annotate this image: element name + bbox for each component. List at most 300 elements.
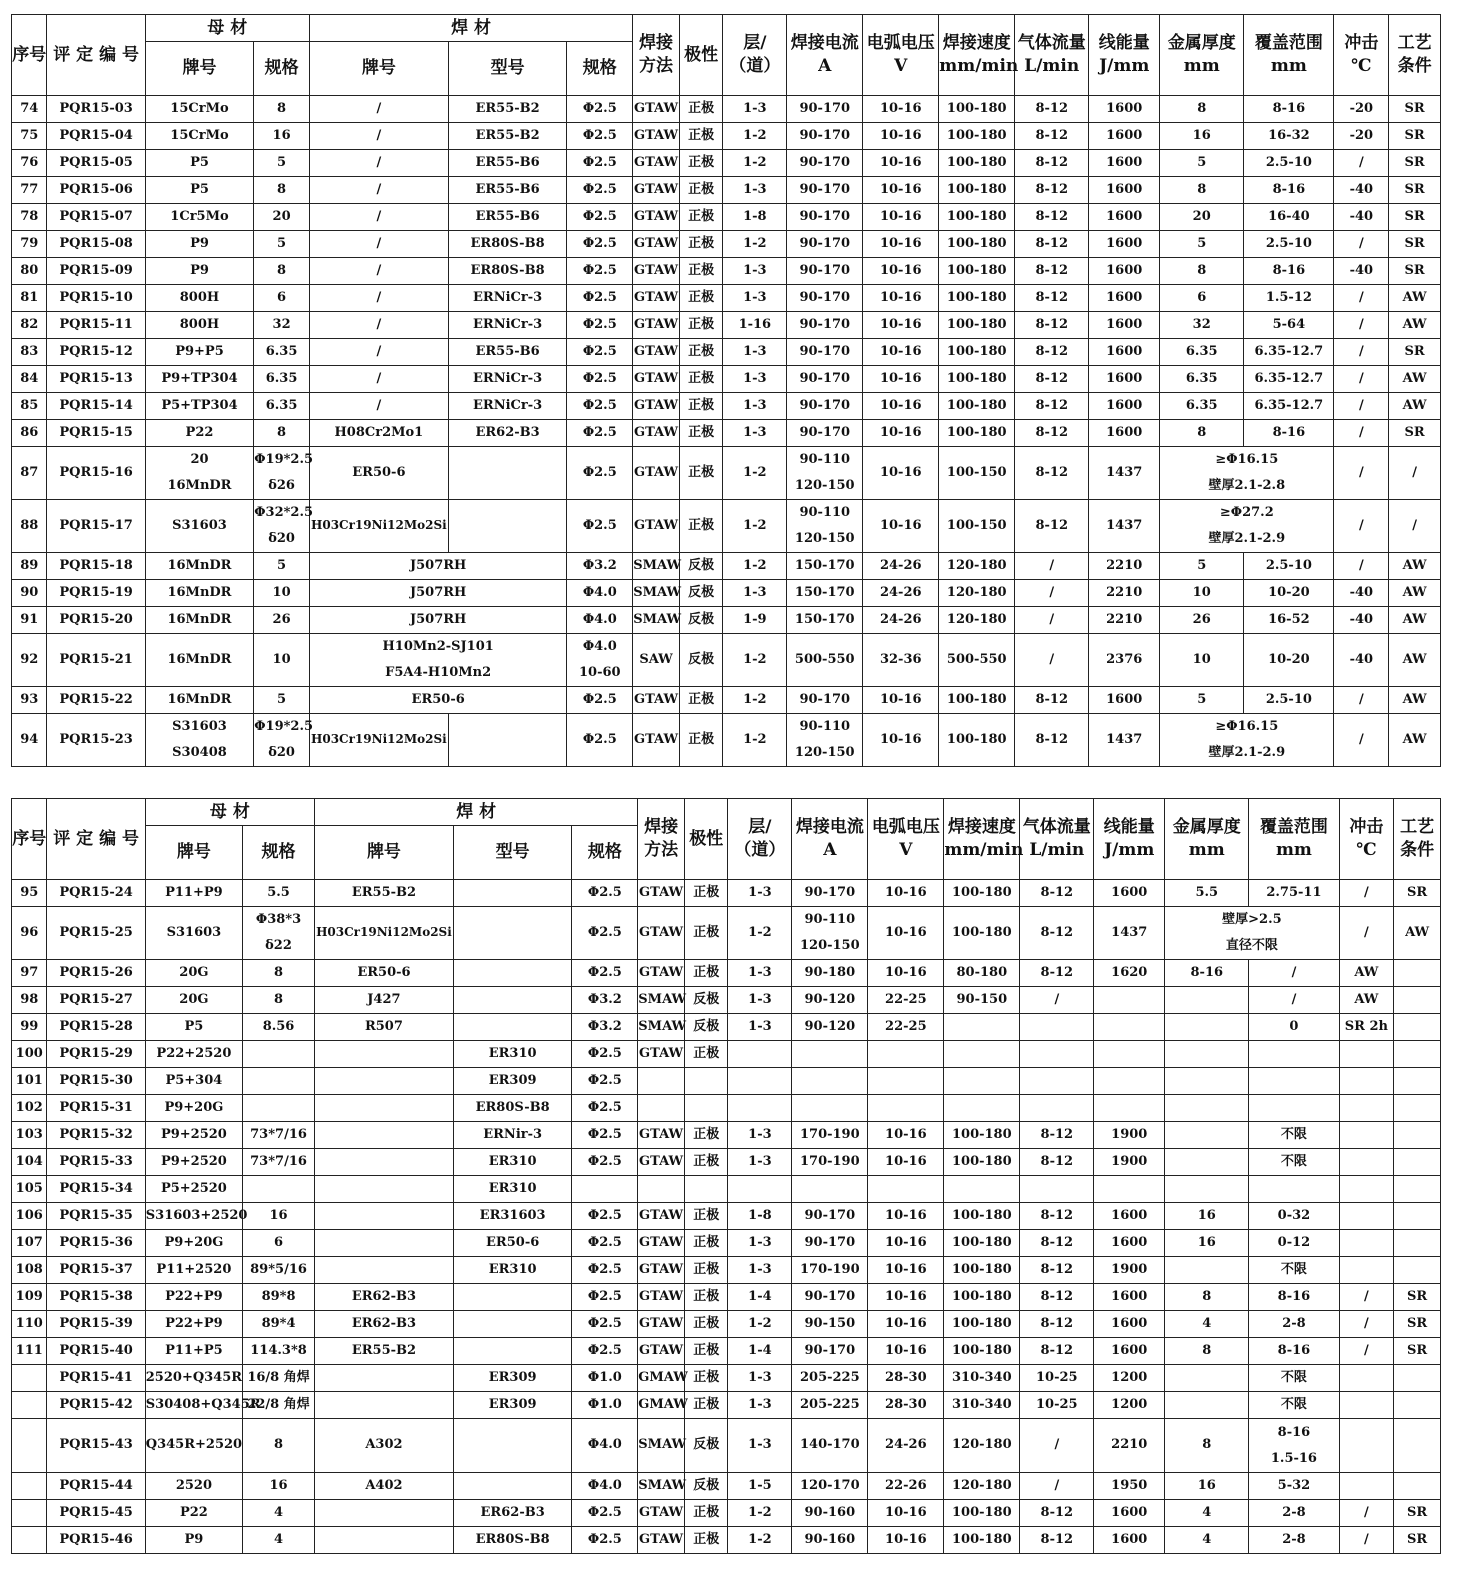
table-row xyxy=(12,1284,1441,1311)
cell-polarity: 反极 xyxy=(679,553,723,580)
cell-base-spec xyxy=(243,1041,315,1068)
cell-condition xyxy=(1394,1041,1441,1068)
cell-current: 90-180 xyxy=(792,960,868,987)
pqr-table-1 xyxy=(11,14,1441,767)
cell-thickness: 8 xyxy=(1160,420,1244,447)
cell-condition xyxy=(1394,1392,1441,1419)
cell-speed: 100-150 xyxy=(939,500,1015,553)
table-row xyxy=(12,607,1441,634)
cell-heat: 1200 xyxy=(1094,1392,1165,1419)
cell-code: PQR15-28 xyxy=(47,1014,145,1041)
cell-code: PQR15-06 xyxy=(47,177,145,204)
cell-filler-grade: / xyxy=(309,393,448,420)
cell-filler-grade xyxy=(315,1257,454,1284)
cell-impact: -40 xyxy=(1334,204,1389,231)
cell-speed: 100-180 xyxy=(939,285,1015,312)
table-row xyxy=(12,714,1441,767)
cell-range: 0-12 xyxy=(1249,1230,1339,1257)
cell-filler-grade xyxy=(315,1203,454,1230)
cell-base-grade: P22 xyxy=(145,1500,242,1527)
cell-range: 8-16 xyxy=(1244,177,1334,204)
cell-filler-grade: ER55-B2 xyxy=(315,1338,454,1365)
cell-layers xyxy=(728,1095,792,1122)
cell-filler-type: ER309 xyxy=(453,1068,572,1095)
cell-method: GTAW xyxy=(633,312,680,339)
cell-impact: / xyxy=(1334,231,1389,258)
cell-speed xyxy=(944,1176,1020,1203)
cell-speed: 500-550 xyxy=(939,634,1015,687)
cell-gas: 8-12 xyxy=(1015,393,1089,420)
cell-polarity: 反极 xyxy=(679,607,723,634)
cell-speed: 100-180 xyxy=(944,1257,1020,1284)
cell-line: 20 xyxy=(190,452,209,467)
cell-voltage: 10-16 xyxy=(863,447,939,500)
cell-method: GTAW xyxy=(638,1338,685,1365)
cell-impact: / xyxy=(1339,907,1394,960)
table-1-body-smaw xyxy=(12,553,1441,634)
cell-range xyxy=(1249,1095,1339,1122)
table-row xyxy=(12,687,1441,714)
cell-current: 500-550 xyxy=(787,634,863,687)
cell-no: 101 xyxy=(12,1068,47,1095)
table-row xyxy=(12,1473,1441,1500)
cell-line: Φ32*2.5 xyxy=(254,505,314,520)
cell-gas: 8-12 xyxy=(1015,420,1089,447)
header-polarity: 极性 xyxy=(684,799,728,880)
cell-filler-spec xyxy=(572,1176,638,1203)
cell-layers: 1-3 xyxy=(728,1365,792,1392)
cell-thickness: 6.35 xyxy=(1160,393,1244,420)
cell-heat: 1900 xyxy=(1094,1122,1165,1149)
cell-no: 100 xyxy=(12,1041,47,1068)
cell-current: 90-170 xyxy=(787,420,863,447)
cell-filler-grade: ER50-6 xyxy=(309,447,448,500)
cell-gas: 8-12 xyxy=(1020,1311,1094,1338)
cell-polarity: 正极 xyxy=(684,1392,728,1419)
cell-speed: 100-180 xyxy=(939,150,1015,177)
cell-voltage: 10-16 xyxy=(863,96,939,123)
cell-current: 90-170 xyxy=(787,150,863,177)
cell-impact: / xyxy=(1339,880,1394,907)
cell-method: GTAW xyxy=(633,123,680,150)
cell-filler-spec: Φ2.5 xyxy=(572,1230,638,1257)
cell-base-spec: 22/8 角焊 xyxy=(243,1392,315,1419)
table-row xyxy=(12,1203,1441,1230)
cell-layers: 1-8 xyxy=(728,1203,792,1230)
cell-impact: / xyxy=(1339,1500,1394,1527)
cell-condition: SR xyxy=(1389,339,1441,366)
cell-filler-spec: Φ4.0 xyxy=(567,607,633,634)
cell-filler-type: ER80S-B8 xyxy=(448,258,567,285)
cell-filler-type xyxy=(453,1419,572,1473)
cell-no: 85 xyxy=(12,393,47,420)
cell-polarity: 正极 xyxy=(679,177,723,204)
cell-speed: 100-180 xyxy=(939,714,1015,767)
cell-filler-spec: Φ2.5 xyxy=(567,123,633,150)
header-filler: 焊 材 xyxy=(315,799,638,826)
cell-voltage: 10-16 xyxy=(868,1230,944,1257)
cell-filler-spec: Φ2.5 xyxy=(572,1149,638,1176)
cell-range: 不限 xyxy=(1249,1257,1339,1284)
cell-voltage: 10-16 xyxy=(868,880,944,907)
cell-filler-grade: A302 xyxy=(315,1419,454,1473)
header-base-material: 母 材 xyxy=(145,799,314,826)
cell-range xyxy=(1160,714,1334,767)
cell-voltage: 10-16 xyxy=(863,177,939,204)
cell-base-spec: 16 xyxy=(254,123,310,150)
cell-current: 90-170 xyxy=(787,366,863,393)
cell-gas: 8-12 xyxy=(1020,1500,1094,1527)
cell-impact: / xyxy=(1334,687,1389,714)
cell-polarity: 正极 xyxy=(679,150,723,177)
cell-polarity xyxy=(684,1095,728,1122)
cell-filler-spec: Φ2.5 xyxy=(567,339,633,366)
cell-base-grade: P5+2520 xyxy=(145,1176,242,1203)
cell-heat: 2210 xyxy=(1089,580,1160,607)
cell-filler-spec: Φ2.5 xyxy=(567,177,633,204)
cell-gas: 8-12 xyxy=(1020,1257,1094,1284)
cell-range: 8-16 xyxy=(1244,258,1334,285)
cell-thickness: 10 xyxy=(1160,634,1244,687)
cell-condition xyxy=(1394,1365,1441,1392)
header-heat-input: 线能量 J/mm xyxy=(1089,15,1160,96)
cell-layers: 1-9 xyxy=(723,607,787,634)
cell-no: 99 xyxy=(12,1014,47,1041)
cell-filler-type xyxy=(453,987,572,1014)
table-2-body xyxy=(12,960,1441,1419)
cell-code: PQR15-23 xyxy=(47,714,145,767)
cell-no xyxy=(12,1500,47,1527)
cell-current: 205-225 xyxy=(792,1392,868,1419)
cell-gas: 8-12 xyxy=(1015,96,1089,123)
cell-base-grade: P9+P5 xyxy=(145,339,253,366)
cell-filler-type xyxy=(453,1311,572,1338)
cell-code: PQR15-32 xyxy=(47,1122,145,1149)
cell-line: 壁厚>2.5 xyxy=(1222,912,1282,927)
cell-heat: 1620 xyxy=(1094,960,1165,987)
cell-line: 16MnDR xyxy=(167,478,232,493)
cell-no xyxy=(12,1419,47,1473)
cell-filler-spec: Φ1.0 xyxy=(572,1365,638,1392)
cell-condition: SR xyxy=(1394,880,1441,907)
cell-polarity: 正极 xyxy=(679,231,723,258)
cell-current: 170-190 xyxy=(792,1122,868,1149)
header-filler-grade: 牌号 xyxy=(315,826,454,880)
cell-range: 0-32 xyxy=(1249,1203,1339,1230)
cell-speed xyxy=(944,1014,1020,1041)
cell-voltage: 10-16 xyxy=(868,1122,944,1149)
cell-code: PQR15-17 xyxy=(47,500,145,553)
header-code: 评 定 编 号 xyxy=(47,15,145,96)
cell-current: 90-170 xyxy=(787,231,863,258)
cell-gas: 8-12 xyxy=(1015,366,1089,393)
cell-filler-grade: / xyxy=(309,123,448,150)
cell-layers: 1-5 xyxy=(728,1473,792,1500)
cell-heat: 1600 xyxy=(1094,1527,1165,1554)
cell-voltage: 22-26 xyxy=(868,1473,944,1500)
cell-filler-type xyxy=(448,447,567,500)
header-code: 评 定 编 号 xyxy=(47,799,145,880)
cell-layers: 1-3 xyxy=(728,1257,792,1284)
cell-condition xyxy=(1394,1014,1441,1041)
cell-range: 5-64 xyxy=(1244,312,1334,339)
cell-condition xyxy=(1394,960,1441,987)
cell-base-spec: 16 xyxy=(243,1473,315,1500)
table-row xyxy=(12,366,1441,393)
cell-filler-grade: H08Cr2Mo1 xyxy=(309,420,448,447)
cell-speed: 120-180 xyxy=(944,1419,1020,1473)
cell-condition: AW xyxy=(1389,366,1441,393)
cell-layers: 1-3 xyxy=(723,177,787,204)
cell-method: GTAW xyxy=(633,258,680,285)
cell-thickness: 8 xyxy=(1160,177,1244,204)
cell-range: 8-16 xyxy=(1249,1284,1339,1311)
cell-voltage: 10-16 xyxy=(868,1257,944,1284)
cell-no: 98 xyxy=(12,987,47,1014)
header-base-grade: 牌号 xyxy=(145,42,253,96)
cell-layers xyxy=(728,1068,792,1095)
table-row xyxy=(12,987,1441,1014)
cell-filler-grade: ER62-B3 xyxy=(315,1284,454,1311)
cell-voltage: 22-25 xyxy=(868,1014,944,1041)
cell-no: 75 xyxy=(12,123,47,150)
cell-polarity: 正极 xyxy=(684,1257,728,1284)
cell-impact: / xyxy=(1334,420,1389,447)
cell-impact: / xyxy=(1334,500,1389,553)
cell-speed: 100-180 xyxy=(944,1311,1020,1338)
header-base-material: 母 材 xyxy=(145,15,309,42)
cell-no: 91 xyxy=(12,607,47,634)
cell-current: 90-150 xyxy=(792,1311,868,1338)
cell-filler-type: ER55-B2 xyxy=(448,96,567,123)
cell-layers: 1-2 xyxy=(728,907,792,960)
cell-polarity: 正极 xyxy=(679,258,723,285)
cell-code: PQR15-10 xyxy=(47,285,145,312)
cell-no: 105 xyxy=(12,1176,47,1203)
cell-line: Φ19*2.5 xyxy=(254,719,314,734)
cell-base-grade: P9 xyxy=(145,1527,242,1554)
cell-gas: 8-12 xyxy=(1020,1230,1094,1257)
cell-base-grade: P9+TP304 xyxy=(145,366,253,393)
cell-filler-type: ER62-B3 xyxy=(448,420,567,447)
cell-range: 2-8 xyxy=(1249,1500,1339,1527)
cell-filler-grade: / xyxy=(309,177,448,204)
cell-gas xyxy=(1020,1041,1094,1068)
cell-impact xyxy=(1339,1122,1394,1149)
cell-method: SMAW xyxy=(633,607,680,634)
cell-base-spec: 20 xyxy=(254,204,310,231)
cell-filler-type xyxy=(453,1284,572,1311)
cell-filler-type: ER55-B6 xyxy=(448,339,567,366)
cell-heat: 1950 xyxy=(1094,1473,1165,1500)
cell-filler-type: ER80S-B8 xyxy=(453,1095,572,1122)
cell-gas: 10-25 xyxy=(1020,1365,1094,1392)
cell-polarity: 正极 xyxy=(679,420,723,447)
cell-gas: 8-12 xyxy=(1015,123,1089,150)
cell-gas: 8-12 xyxy=(1015,339,1089,366)
cell-current: 90-160 xyxy=(792,1527,868,1554)
cell-layers: 1-16 xyxy=(723,312,787,339)
cell-layers: 1-2 xyxy=(723,553,787,580)
cell-method: GTAW xyxy=(638,1284,685,1311)
cell-code: PQR15-16 xyxy=(47,447,145,500)
cell-heat: 1600 xyxy=(1089,312,1160,339)
cell-speed: 310-340 xyxy=(944,1392,1020,1419)
cell-method: GTAW xyxy=(638,1500,685,1527)
cell-impact xyxy=(1339,1095,1394,1122)
cell-impact: / xyxy=(1334,393,1389,420)
cell-no: 86 xyxy=(12,420,47,447)
cell-base-grade: 2520 xyxy=(145,1473,242,1500)
cell-layers: 1-3 xyxy=(728,1149,792,1176)
cell-base-spec: 8 xyxy=(254,177,310,204)
cell-base-spec: 26 xyxy=(254,607,310,634)
cell-base-grade: P5 xyxy=(145,177,253,204)
cell-gas: 10-25 xyxy=(1020,1392,1094,1419)
table-1-body-tail xyxy=(12,634,1441,767)
cell-code: PQR15-44 xyxy=(47,1473,145,1500)
cell-heat: 1600 xyxy=(1094,1230,1165,1257)
cell-no: 88 xyxy=(12,500,47,553)
cell-filler-spec: Φ2.5 xyxy=(567,312,633,339)
cell-gas xyxy=(1020,1014,1094,1041)
cell-filler-spec: Φ2.5 xyxy=(572,907,638,960)
cell-range: 6.35-12.7 xyxy=(1244,339,1334,366)
cell-filler-type: ER310 xyxy=(453,1176,572,1203)
cell-polarity: 正极 xyxy=(679,312,723,339)
cell-speed: 100-180 xyxy=(944,880,1020,907)
cell-impact: -40 xyxy=(1334,634,1389,687)
cell-impact: / xyxy=(1334,339,1389,366)
cell-filler-type: ERNiCr-3 xyxy=(448,285,567,312)
cell-current: 90-170 xyxy=(787,204,863,231)
cell-code: PQR15-05 xyxy=(47,150,145,177)
cell-voltage: 24-26 xyxy=(863,580,939,607)
cell-method: GTAW xyxy=(633,687,680,714)
cell-heat: 1600 xyxy=(1089,231,1160,258)
cell-speed: 100-180 xyxy=(939,420,1015,447)
cell-base-grade: 16MnDR xyxy=(145,687,253,714)
cell-thickness: 20 xyxy=(1160,204,1244,231)
cell-thickness: 16 xyxy=(1165,1203,1249,1230)
cell-base-grade: 20G xyxy=(145,987,242,1014)
cell-impact xyxy=(1339,1149,1394,1176)
cell-no: 74 xyxy=(12,96,47,123)
cell-range: 2-8 xyxy=(1249,1311,1339,1338)
cell-impact: -40 xyxy=(1334,580,1389,607)
cell-filler-grade: ER50-6 xyxy=(309,687,566,714)
cell-base-grade: S31603 xyxy=(145,500,253,553)
cell-base-spec: 5 xyxy=(254,687,310,714)
cell-heat xyxy=(1094,987,1165,1014)
cell-method: GTAW xyxy=(633,420,680,447)
cell-filler-spec: Φ2.5 xyxy=(572,880,638,907)
cell-method: GTAW xyxy=(633,204,680,231)
cell-condition xyxy=(1394,1230,1441,1257)
cell-current: 90-170 xyxy=(787,258,863,285)
cell-filler-spec: Φ2.5 xyxy=(572,1500,638,1527)
cell-voltage: 10-16 xyxy=(868,1338,944,1365)
cell-speed: 100-180 xyxy=(939,231,1015,258)
cell-filler-type xyxy=(448,714,567,767)
cell-filler-grade: ER50-6 xyxy=(315,960,454,987)
cell-base-grade: P9+20G xyxy=(145,1230,242,1257)
cell-filler-grade xyxy=(315,1365,454,1392)
table-row xyxy=(12,420,1441,447)
cell-base-spec: 89*5/16 xyxy=(243,1257,315,1284)
cell-impact: / xyxy=(1334,553,1389,580)
cell-code: PQR15-35 xyxy=(47,1203,145,1230)
table-row xyxy=(12,907,1441,960)
cell-layers: 1-2 xyxy=(723,150,787,177)
cell-gas: 8-12 xyxy=(1015,687,1089,714)
cell-filler-spec: Φ2.5 xyxy=(572,1041,638,1068)
header-method: 焊接方法 xyxy=(638,799,685,880)
cell-current: 170-190 xyxy=(792,1257,868,1284)
header-impact: 冲击 ℃ xyxy=(1339,799,1394,880)
table-1-body-special xyxy=(12,447,1441,553)
table-row xyxy=(12,1311,1441,1338)
header-heat-input: 线能量 J/mm xyxy=(1094,799,1165,880)
cell-condition xyxy=(1394,1122,1441,1149)
table-row xyxy=(12,1041,1441,1068)
cell-no xyxy=(12,1365,47,1392)
table-row xyxy=(12,447,1441,500)
cell-code: PQR15-42 xyxy=(47,1392,145,1419)
cell-heat: 2210 xyxy=(1094,1419,1165,1473)
cell-filler-grade: / xyxy=(309,150,448,177)
cell-gas: 8-12 xyxy=(1020,1122,1094,1149)
cell-method: GTAW xyxy=(633,366,680,393)
cell-method: SMAW xyxy=(633,553,680,580)
cell-filler-grade: ER55-B2 xyxy=(315,880,454,907)
cell-speed: 100-180 xyxy=(939,339,1015,366)
cell-thickness: 5 xyxy=(1160,687,1244,714)
cell-impact: / xyxy=(1339,1311,1394,1338)
cell-filler-spec: Φ3.2 xyxy=(572,987,638,1014)
header-base-spec: 规格 xyxy=(243,826,315,880)
table-row xyxy=(12,960,1441,987)
cell-current: 150-170 xyxy=(787,553,863,580)
cell-code: PQR15-25 xyxy=(47,907,145,960)
cell-gas: 8-12 xyxy=(1015,258,1089,285)
cell-condition xyxy=(1394,1473,1441,1500)
header-filler-type: 型号 xyxy=(453,826,572,880)
table-row xyxy=(12,150,1441,177)
cell-base-spec: 6.35 xyxy=(254,393,310,420)
cell-polarity: 正极 xyxy=(684,1284,728,1311)
cell-thickness: 6.35 xyxy=(1160,366,1244,393)
cell-method xyxy=(638,1176,685,1203)
cell-layers: 1-4 xyxy=(728,1284,792,1311)
cell-no: 82 xyxy=(12,312,47,339)
cell-layers xyxy=(728,1176,792,1203)
cell-filler-grade: / xyxy=(309,231,448,258)
cell-base-grade: P22+P9 xyxy=(145,1284,242,1311)
cell-line: 90-110 xyxy=(799,452,851,467)
table-row xyxy=(12,1014,1441,1041)
cell-base-grade: 16MnDR xyxy=(145,634,253,687)
cell-method: SMAW xyxy=(638,1473,685,1500)
cell-current: 90-120 xyxy=(792,1014,868,1041)
cell-filler-spec: Φ2.5 xyxy=(567,204,633,231)
header-polarity: 极性 xyxy=(679,15,723,96)
cell-impact: / xyxy=(1339,1338,1394,1365)
cell-layers: 1-2 xyxy=(728,1500,792,1527)
table-row xyxy=(12,1149,1441,1176)
cell-polarity: 正极 xyxy=(679,393,723,420)
table-row xyxy=(12,1392,1441,1419)
